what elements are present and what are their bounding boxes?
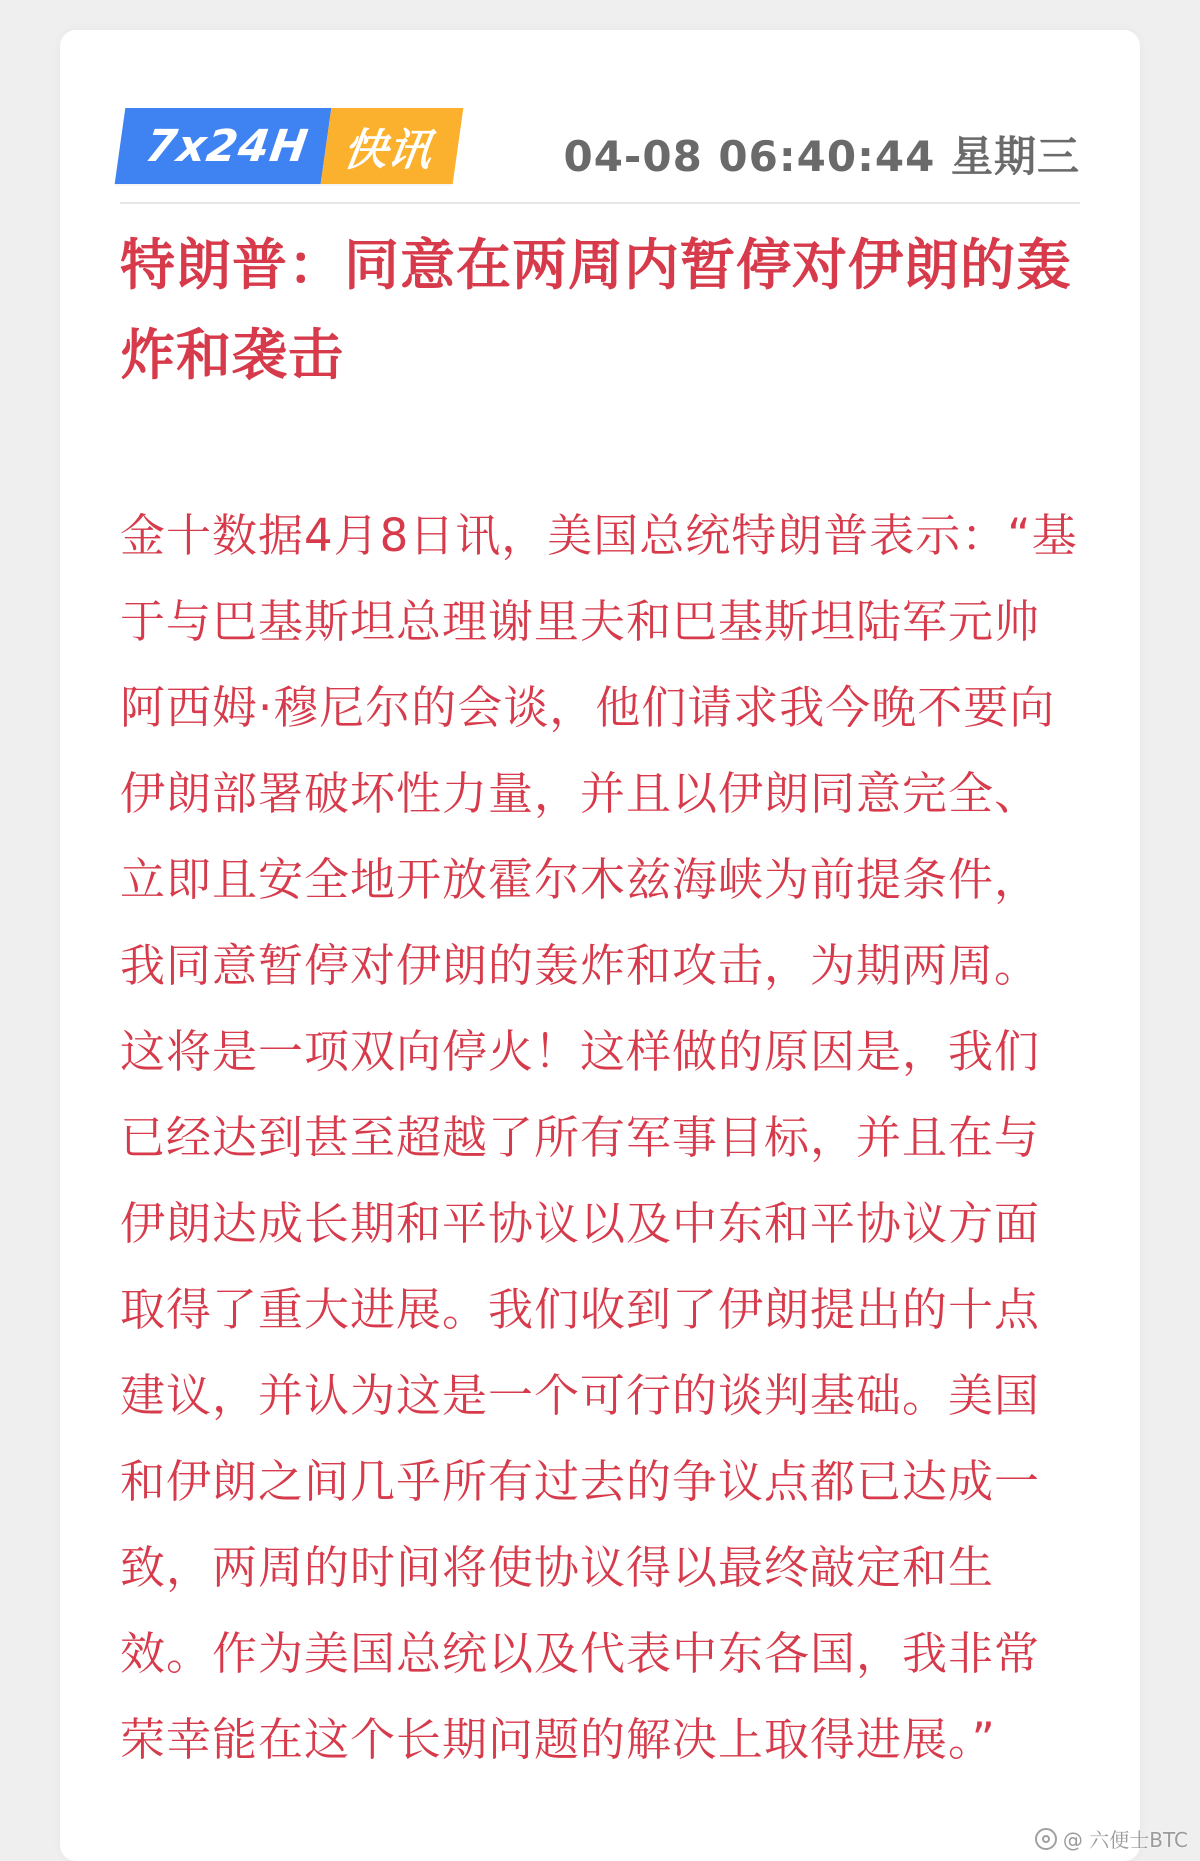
- news-card: [60, 30, 1140, 1861]
- watermark-text: @ 六便士BTC: [1062, 1828, 1188, 1852]
- watermark: [1035, 1824, 1188, 1853]
- brand-label-right: 快讯: [321, 108, 464, 184]
- weibo-icon: [1035, 1828, 1057, 1850]
- brand-label-left: 7x24H: [115, 108, 332, 184]
- news-body: 金十数据4月8日讯，美国总统特朗普表示：“基于与巴基斯坦总理谢里夫和巴基斯坦陆军元帅阿西姆·穆尼尔的会谈，他们请求我今晚不要向伊朗部署破坏性力量，并且以伊朗同意完全、立即且安全地开放霍尔木兹海峡为前提条件，我同意暂停对伊朗的轰炸和攻击，为期两周。这将是一项双向停火！这样做的原因是，我们已经达到甚至超越了所有军事目标，并且在与伊朗达成长期和平协议以及中东和平协议方面取得了重大进展。我们收到了伊朗提出的十点建议，并认为这是一个可行的谈判基础。美国和伊朗之间几乎所有过去的争议点都已达成一致，两周的时间将使协议得以最终敲定和生效。作为美国总统以及代表中东各国，我非常荣幸能在这个长期问题的解决上取得进展。”: [120, 509, 1078, 1766]
- brand-logo: [115, 108, 464, 184]
- news-headline: 特朗普：同意在两周内暂停对伊朗的轰炸和袭击: [120, 232, 1073, 387]
- news-header: [120, 78, 1080, 188]
- header-divider: [120, 202, 1080, 204]
- news-datetime: 04-08 06:40:44 星期三: [563, 132, 1080, 181]
